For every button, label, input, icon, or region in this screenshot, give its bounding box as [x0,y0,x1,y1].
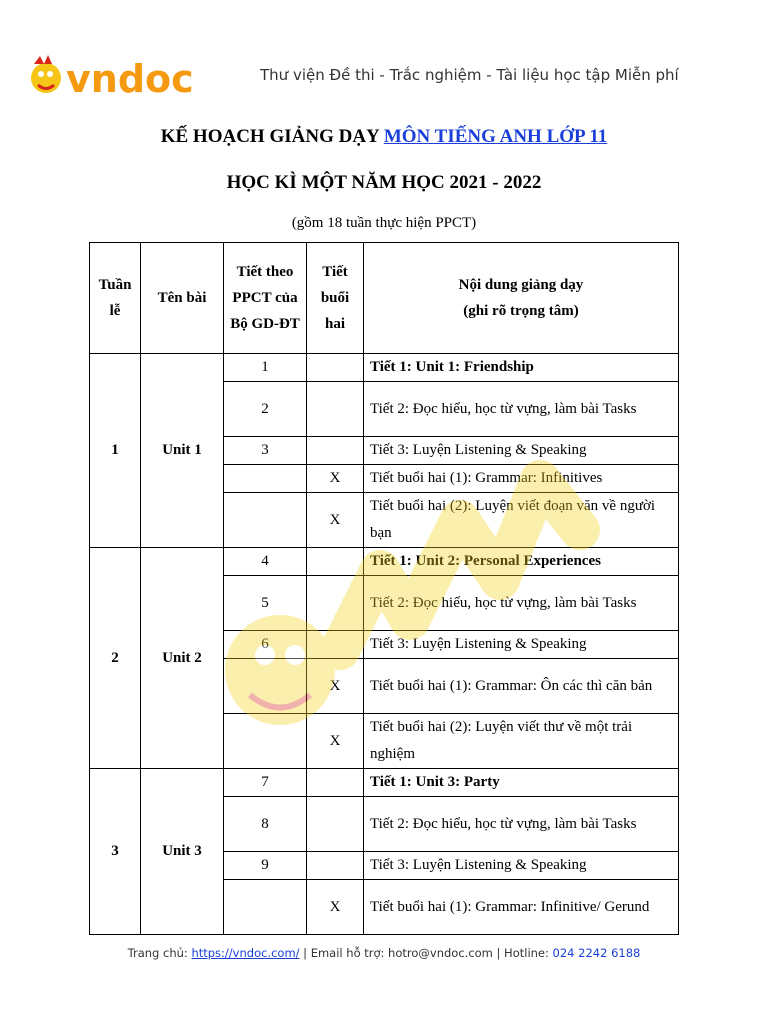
content-cell: Tiết 1: Unit 1: Friendship [364,354,679,382]
page-footer [0,946,768,960]
content-cell: Tiết 2: Đọc hiểu, học từ vựng, làm bài Tasks [364,797,679,852]
ppct-cell [224,493,307,548]
extra-session-cell [307,769,364,797]
extra-session-cell [307,437,364,465]
header-ppct: Tiết theo PPCT của Bộ GD-ĐT [224,243,307,354]
extra-session-cell: X [307,714,364,769]
header-week: Tuần lễ [90,243,141,354]
footer-home-label: Trang chủ: [127,946,192,960]
lesson-cell: Unit 1 [141,354,224,548]
ppct-cell: 1 [224,354,307,382]
ppct-cell [224,659,307,714]
table-row [90,548,679,576]
footer-home-link[interactable]: https://vndoc.com/ [191,946,300,960]
extra-session-cell [307,354,364,382]
extra-session-cell [307,797,364,852]
header-tagline: Thư viện Đề thi - Trắc nghiệm - Tài liệu học tập Miễn phí [260,66,679,84]
content-cell: Tiết 3: Luyện Listening & Speaking [364,631,679,659]
svg-text:vndoc: vndoc [66,57,194,101]
document-title [0,126,768,148]
table-body [90,354,679,935]
ppct-cell: 3 [224,437,307,465]
ppct-cell: 6 [224,631,307,659]
header-lesson: Tên bài [141,243,224,354]
document-subtitle-term: HỌC KÌ MỘT NĂM HỌC 2021 - 2022 [226,172,542,193]
vndoc-logo[interactable] [28,52,208,104]
content-cell: Tiết buổi hai (1): Grammar: Ôn các thì căn bản [364,659,679,714]
content-cell: Tiết 2: Đọc hiểu, học từ vựng, làm bài Tasks [364,576,679,631]
content-cell: Tiết buổi hai (2): Luyện viết đoạn văn về người bạn [364,493,679,548]
table-row [90,354,679,382]
lesson-cell: Unit 2 [141,548,224,769]
document-note: (gồm 18 tuần thực hiện PPCT) [291,215,477,231]
extra-session-cell: X [307,465,364,493]
ppct-cell: 2 [224,382,307,437]
content-cell: Tiết 2: Đọc hiểu, học từ vựng, làm bài Tasks [364,382,679,437]
ppct-cell: 7 [224,769,307,797]
ppct-cell: 8 [224,797,307,852]
extra-session-cell: X [307,659,364,714]
extra-session-cell [307,548,364,576]
extra-session-cell [307,576,364,631]
content-cell: Tiết buổi hai (2): Luyện viết thư về một trải nghiệm [364,714,679,769]
content-cell: Tiết 3: Luyện Listening & Speaking [364,437,679,465]
title-subject-link[interactable]: MÔN TIẾNG ANH LỚP 11 [383,126,608,147]
page-header [0,0,768,110]
ppct-cell [224,880,307,935]
table-row [90,769,679,797]
lesson-cell: Unit 3 [141,769,224,935]
ppct-cell: 4 [224,548,307,576]
header-content-line1: Nội dung giảng dạy [458,277,584,293]
content-cell: Tiết 1: Unit 3: Party [364,769,679,797]
ppct-cell [224,714,307,769]
extra-session-cell: X [307,880,364,935]
ppct-cell [224,465,307,493]
header-content-line2: (ghi rõ trọng tâm) [463,303,579,319]
content-cell: Tiết 3: Luyện Listening & Speaking [364,852,679,880]
header-extra-session: Tiết buổi hai [307,243,364,354]
extra-session-cell [307,852,364,880]
table-header-row [90,243,679,354]
extra-session-cell [307,631,364,659]
content-cell: Tiết buổi hai (1): Grammar: Infinitives [364,465,679,493]
ppct-cell: 5 [224,576,307,631]
ppct-cell: 9 [224,852,307,880]
header-content [364,243,679,354]
teaching-plan-table [89,242,679,935]
extra-session-cell [307,382,364,437]
extra-session-cell: X [307,493,364,548]
footer-email-text: | Email hỗ trợ: hotro@vndoc.com | Hotline: [299,946,553,960]
week-cell: 2 [90,548,141,769]
week-cell: 1 [90,354,141,548]
title-prefix: KẾ HOẠCH GIẢNG DẠY [160,126,384,147]
footer-hotline[interactable]: 024 2242 6188 [552,946,641,960]
week-cell: 3 [90,769,141,935]
content-cell: Tiết 1: Unit 2: Personal Experiences [364,548,679,576]
content-cell: Tiết buổi hai (1): Grammar: Infinitive/ Gerund [364,880,679,935]
